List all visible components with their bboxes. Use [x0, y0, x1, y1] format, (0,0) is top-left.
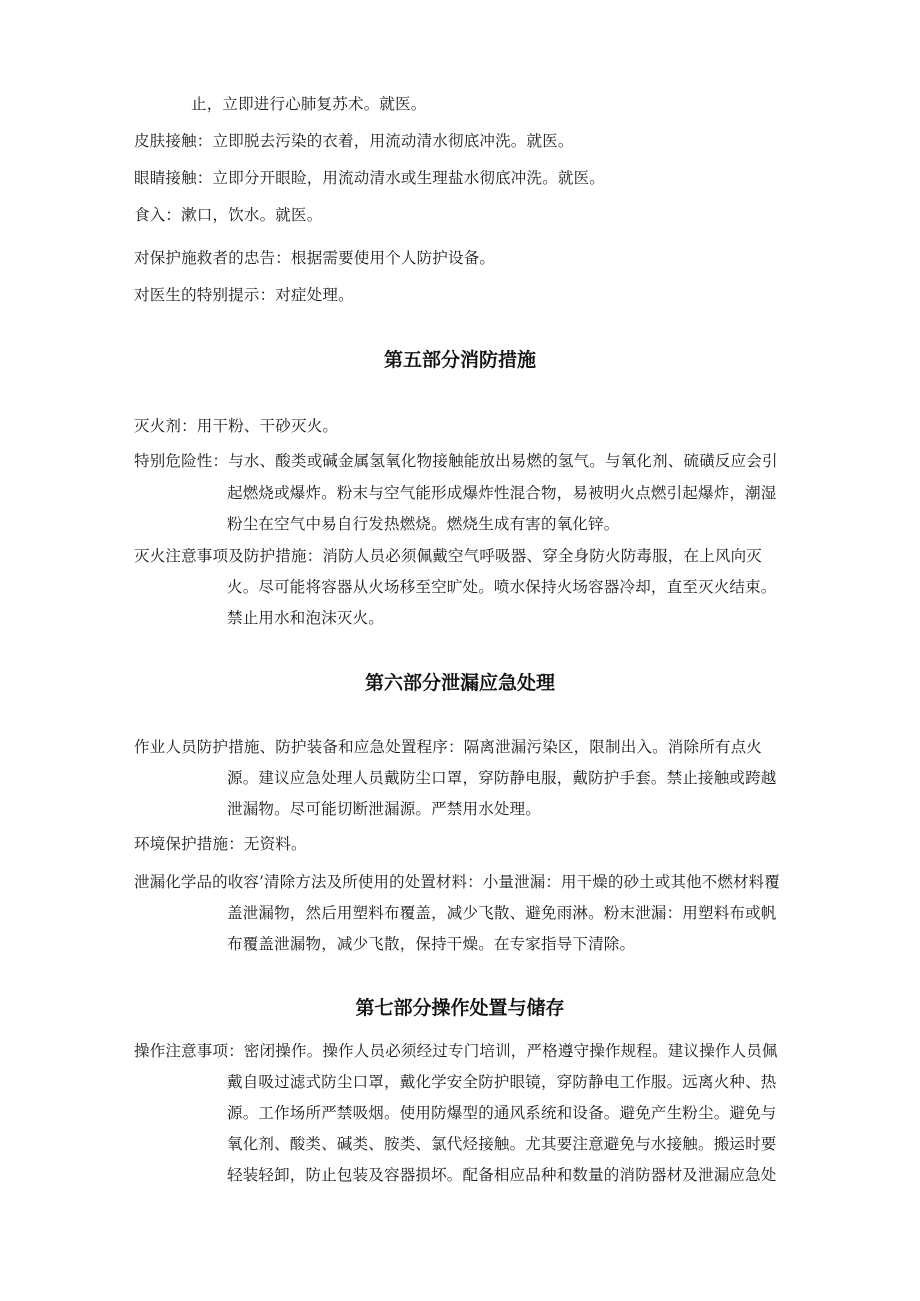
- first-aid-eye-contact: 眼睛接触：立即分开眼睑，用流动清水或生理盐水彻底冲洗。就医。: [134, 169, 606, 187]
- section5-title: 第五部分消防措施: [383, 349, 536, 371]
- section7-line: 氧化剂、酸类、碱类、胺类、氯代烃接触。尤其要注意避免与水接触。搬运时要: [227, 1135, 777, 1153]
- section6-line: 环境保护措施：无资料。: [134, 835, 307, 853]
- section5-line: 粉尘在空气中易自行发热燃烧。燃烧生成有害的氧化锌。: [227, 515, 620, 533]
- first-aid-rescuer-advice: 对保护施救者的忠告：根据需要使用个人防护设备。: [134, 249, 496, 267]
- section6-line: 泄漏物。尽可能切断泄漏源。严禁用水处理。: [227, 800, 542, 818]
- section6-line: 泄漏化学品的收容’清除方法及所使用的处置材料：小量泄漏：用干燥的砂土或其他不燃材料覆: [134, 873, 780, 891]
- section7-line: 戴自吸过滤式防尘口罩，戴化学安全防护眼镜，穿防静电工作服。远离火种、热: [227, 1073, 777, 1091]
- section6-line: 源。建议应急处理人员戴防尘口罩，穿防静电服，戴防护手套。禁止接触或跨越: [227, 769, 777, 787]
- section6-line: 作业人员防护措施、防护装备和应急处置程序：隔离泄漏污染区，限制出入。消除所有点火: [134, 738, 763, 756]
- section7-line: 源。工作场所严禁吸烟。使用防爆型的通风系统和设备。避免产生粉尘。避免与: [227, 1104, 777, 1122]
- section5-line: 灭火注意事项及防护措施：消防人员必须佩戴空气呼吸器、穿全身防火防毒服，在上风向灭: [134, 547, 763, 565]
- section6-line: 布覆盖泄漏物，减少飞散，保持干燥。在专家指导下清除。: [227, 935, 636, 953]
- section7-line: 操作注意事项：密闭操作。操作人员必须经过专门培训，严格遵守操作规程。建议操作人员佩: [134, 1042, 778, 1060]
- section7-title: 第七部分操作处置与储存: [355, 997, 565, 1019]
- first-aid-physician-note: 对医生的特别提示：对症处理。: [134, 286, 354, 304]
- first-aid-skin-contact: 皮肤接触：立即脱去污染的衣着，用流动清水彻底冲洗。就医。: [134, 132, 574, 150]
- section5-line: 起燃烧或爆炸。粉末与空气能形成爆炸性混合物，易被明火点燃引起爆炸，潮湿: [227, 484, 777, 502]
- section5-line: 火。尽可能将容器从火场移至空旷处。喷水保持火场容器冷却，直至灭火结束。: [227, 578, 777, 596]
- section5-line: 灭火剂：用干粉、干砂灭火。: [134, 417, 339, 435]
- section6-title: 第六部分泄漏应急处理: [364, 672, 555, 694]
- section6-line: 盖泄漏物，然后用塑料布覆盖，减少飞散、避免雨淋。粉末泄漏：用塑料布或帆: [227, 904, 777, 922]
- section5-line: 禁止用水和泡沫灭火。: [227, 609, 385, 627]
- first-aid-line-continuation: 止，立即进行心肺复苏术。就医。: [191, 95, 427, 113]
- first-aid-ingestion: 食入：漱口，饮水。就医。: [134, 206, 323, 224]
- section7-line: 轻装轻卸，防止包装及容器损坏。配备相应品种和数量的消防器材及泄漏应急处: [227, 1166, 777, 1184]
- section5-line: 特别危险性：与水、酸类或碱金属氢氧化物接触能放出易燃的氢气。与氧化剂、硫磺反应会引: [134, 452, 778, 470]
